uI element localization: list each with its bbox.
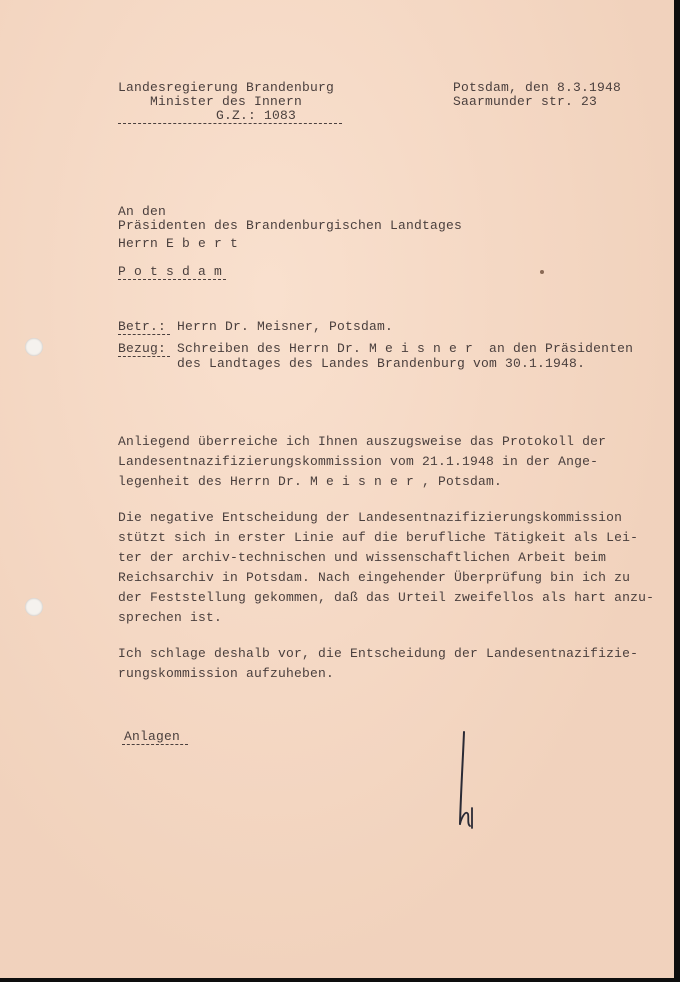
- body-line: sprechen ist.: [118, 610, 223, 625]
- betr-text: Herrn Dr. Meisner, Potsdam.: [177, 319, 394, 334]
- reference-number: G.Z.: 1083: [216, 108, 297, 123]
- body-line: Ich schlage deshalb vor, die Entscheidung der Landesentnazifizie-: [118, 646, 639, 661]
- body-line: Die negative Entscheidung der Landesentnazifizierungskommission: [118, 510, 623, 525]
- body-line: legenheit des Herrn Dr. M e i s n e r , Potsdam.: [118, 474, 503, 489]
- street-address: Saarmunder str. 23: [453, 94, 598, 109]
- city-underline: [118, 279, 226, 280]
- body-line: stützt sich in erster Linie auf die berufliche Tätigkeit als Lei-: [118, 530, 639, 545]
- enclosures-underline: [122, 744, 188, 745]
- bezug-underline: [118, 356, 170, 357]
- address-line-3: Herrn E b e r t: [118, 236, 239, 251]
- body-line: Landesentnazifizierungskommission vom 21.1.1948 in der Ange-: [118, 454, 599, 469]
- bezug-line-1: Schreiben des Herrn Dr. M e i s n e r an den Präsidenten: [177, 341, 634, 356]
- body-line: Reichsarchiv in Potsdam. Nach eingehender Überprüfung bin ich zu: [118, 570, 631, 585]
- body-line: ter der archiv-technischen und wissenschaftlichen Arbeit beim: [118, 550, 607, 565]
- paper-mark: [540, 270, 544, 274]
- bezug-label: Bezug:: [118, 341, 167, 356]
- scan-edge: [674, 0, 680, 982]
- address-line-2: Präsidenten des Brandenburgischen Landtages: [118, 218, 463, 233]
- address-city: P o t s d a m: [118, 264, 223, 279]
- bezug-line-2: des Landtages des Landes Brandenburg vom 30.1.1948.: [177, 356, 586, 371]
- address-line-1: An den: [118, 204, 167, 219]
- body-line: Anliegend überreiche ich Ihnen auszugsweise das Protokoll der: [118, 434, 607, 449]
- authority-line-1: Landesregierung Brandenburg: [118, 80, 335, 95]
- punch-hole: [25, 338, 43, 356]
- betr-underline: [118, 334, 170, 335]
- scan-edge-bottom: [0, 978, 680, 982]
- header-underline: [118, 123, 342, 124]
- enclosures-label: Anlagen: [124, 729, 181, 744]
- body-line: der Feststellung gekommen, daß das Urteil zweifellos als hart anzu-: [118, 590, 655, 605]
- betr-label: Betr.:: [118, 319, 167, 334]
- place-date: Potsdam, den 8.3.1948: [453, 80, 622, 95]
- handwritten-initial: [448, 728, 488, 833]
- body-line: rungskommission aufzuheben.: [118, 666, 335, 681]
- authority-line-2: Minister des Innern: [150, 94, 303, 109]
- punch-hole: [25, 598, 43, 616]
